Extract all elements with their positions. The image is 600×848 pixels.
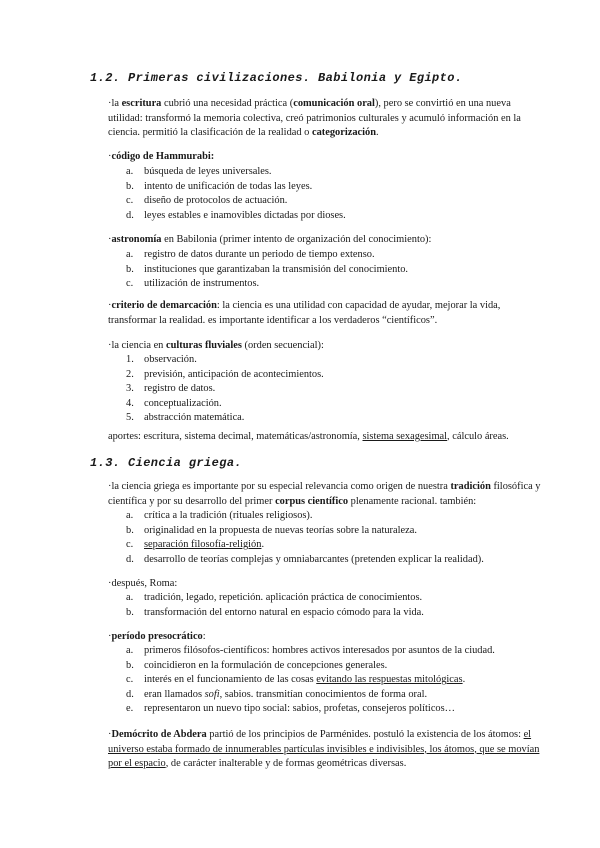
list-text: previsión, anticipación de acontecimientos. xyxy=(144,368,324,380)
list-item xyxy=(108,194,548,209)
text: , sabios. transmitían conocimientos de forma oral. xyxy=(219,688,428,700)
list-item xyxy=(108,248,548,263)
text: ·la xyxy=(108,98,122,109)
text: en Babilonia (primer intento de organización del conocimiento): xyxy=(161,234,432,245)
term-escritura: escritura xyxy=(121,98,162,109)
text: . xyxy=(376,127,379,139)
list-text: tradición, legado, repetición. aplicación práctica de conocimientos. xyxy=(144,592,423,603)
list-marker: a. xyxy=(126,510,134,521)
list-ciencia-griega xyxy=(108,509,548,567)
term-periodo-presocratico: período presocrático xyxy=(111,631,203,642)
list-text: observación. xyxy=(144,354,197,365)
list-marker: c. xyxy=(126,674,134,686)
list-text: abstracción matemática. xyxy=(144,412,245,424)
list-marker: b. xyxy=(126,524,134,536)
text: , cálculo áreas. xyxy=(447,431,509,442)
list-hammurabi xyxy=(108,165,548,223)
list-item xyxy=(108,673,548,688)
text: (orden secuencial): xyxy=(241,340,324,351)
text: cubrió una necesidad práctica ( xyxy=(161,98,294,109)
list-marker: 4. xyxy=(126,397,134,409)
list-marker: a. xyxy=(126,249,134,260)
list-text: desarrollo de teorías complejas y omniabarcantes (pretenden explicar la realidad). xyxy=(144,553,484,565)
list-marker: c. xyxy=(126,539,134,551)
text: interés en el funcionamiento de las cosas xyxy=(144,674,317,686)
text: eran llamados xyxy=(144,688,205,700)
text: . xyxy=(261,539,265,551)
list-marker: c. xyxy=(126,195,134,207)
list-marker: a. xyxy=(126,592,134,603)
paragraph-hammurabi xyxy=(108,150,548,165)
term-tradicion: tradición xyxy=(450,481,491,492)
text: · xyxy=(108,729,112,740)
text: ·la ciencia en xyxy=(108,340,166,351)
list-item xyxy=(108,397,548,412)
list-text: transformación del entorno natural en espacio cómodo para la vida. xyxy=(144,606,424,618)
text: · xyxy=(108,300,112,311)
term-criterio: criterio de demarcación xyxy=(111,300,217,311)
term-comunicacion-oral: comunicación oral xyxy=(293,98,375,109)
list-marker: a. xyxy=(126,645,134,656)
paragraph-presocratico xyxy=(108,630,548,645)
list-item xyxy=(108,606,548,621)
list-item xyxy=(108,659,548,674)
list-text: crítica a la tradición (rituales religiosos). xyxy=(144,510,313,521)
list-marker: d. xyxy=(126,688,134,700)
underlined-text: sistema sexagesimal xyxy=(362,431,448,442)
italic-term-sofi: sofi xyxy=(204,688,220,700)
section-heading-1-2: 1.2. Primeras civilizaciones. Babilonia y Egipto. xyxy=(90,71,463,85)
term-astronomia: astronomía xyxy=(111,234,162,245)
list-marker: e. xyxy=(126,703,134,715)
list-marker: d. xyxy=(126,553,134,565)
list-marker: 3. xyxy=(126,383,134,395)
term-categorizacion: categorización xyxy=(311,127,377,139)
list-marker: b. xyxy=(126,180,134,192)
list-item xyxy=(108,209,548,224)
list-item xyxy=(108,644,548,659)
text: · xyxy=(108,631,112,642)
paragraph-astronomia xyxy=(108,233,548,248)
underlined-text: el universo estaba formado de innumerables partículas invisibles e indivisibles, los átomos, que se movían por el espacio xyxy=(108,729,540,770)
list-item xyxy=(108,688,548,703)
list-roma xyxy=(108,591,548,620)
list-item xyxy=(108,165,548,180)
text: partió de los principios de Parménides. postuló la existencia de los átomos: xyxy=(206,729,524,740)
list-marker: b. xyxy=(126,659,134,671)
underlined-text: evitando las respuestas mitológicas xyxy=(316,674,463,686)
list-item xyxy=(108,591,548,606)
text: ), pero se convirtió en una nueva utilidad: transformó la memoria colectiva, creó patrimonios culturales y acumuló información en la ciencia. permitió la clasificación de la realidad o xyxy=(108,98,521,139)
paragraph-ciencia-griega xyxy=(108,480,548,509)
paragraph-aportes xyxy=(108,430,548,445)
list-marker: b. xyxy=(126,606,134,618)
list-item xyxy=(108,180,548,195)
paragraph-criterio xyxy=(108,299,548,328)
text: : la ciencia es una utilidad con capacidad de ayudar, mejorar la vida, transformar la realidad. es importante identificar a los verdaderos “científicos”. xyxy=(108,300,501,326)
list-text: coincidieron en la formulación de concepciones generales. xyxy=(144,659,388,671)
text: · xyxy=(108,151,112,162)
text: plenamente racional. también: xyxy=(348,495,477,507)
text: ·la ciencia griega es importante por su especial relevancia como origen de nuestra xyxy=(108,481,451,492)
list-text: instituciones que garantizaban la transmisión del conocimiento. xyxy=(144,263,409,275)
list-marker: 1. xyxy=(126,354,134,365)
paragraph-democrito xyxy=(108,728,548,772)
list-marker: b. xyxy=(126,263,134,275)
text: aportes: escritura, sistema decimal, matemáticas/astronomía, xyxy=(108,431,363,442)
list-presocratico xyxy=(108,644,548,717)
list-item xyxy=(108,382,548,397)
list-text: intento de unificación de todas las leyes. xyxy=(144,180,313,192)
text: : xyxy=(202,631,206,642)
paragraph-roma: ·después, Roma: xyxy=(108,578,178,589)
list-marker: c. xyxy=(126,278,134,290)
list-text: utilización de instrumentos. xyxy=(144,278,260,290)
paragraph-escritura xyxy=(108,97,548,141)
list-text: registro de datos. xyxy=(144,383,216,395)
list-item xyxy=(108,353,548,368)
term-hammurabi: código de Hammurabi: xyxy=(111,151,215,162)
list-text: representaron un nuevo tipo social: sabios, profetas, consejeros políticos… xyxy=(144,703,456,715)
list-astronomia xyxy=(108,248,548,292)
list-marker: a. xyxy=(126,166,134,177)
list-culturas xyxy=(108,353,548,426)
text: . xyxy=(462,674,466,686)
list-text: diseño de protocolos de actuación. xyxy=(144,195,288,207)
list-text: originalidad en la propuesta de nuevas teorías sobre la naturaleza. xyxy=(144,524,417,536)
term-corpus-cientifico: corpus científico xyxy=(275,495,349,507)
list-text: leyes estables e inamovibles dictadas por dioses. xyxy=(144,209,346,221)
list-text: búsqueda de leyes universales. xyxy=(144,166,272,177)
text: · xyxy=(108,234,112,245)
text: , de carácter inalterable y de formas geométricas diversas. xyxy=(165,758,407,770)
list-item xyxy=(108,702,548,717)
list-text: conceptualización. xyxy=(144,397,222,409)
list-marker: 5. xyxy=(126,412,134,424)
term-democrito: Demócrito de Abdera xyxy=(111,729,207,740)
list-item xyxy=(108,277,548,292)
text: filosófica y científica y por su desarrollo del primer xyxy=(108,481,541,507)
list-marker: 2. xyxy=(126,368,134,380)
list-text: registro de datos durante un periodo de tiempo extenso. xyxy=(144,249,375,260)
term-culturas-fluviales: culturas fluviales xyxy=(165,340,242,351)
paragraph-culturas xyxy=(108,339,548,354)
section-heading-1-3: 1.3. Ciencia griega. xyxy=(90,456,243,470)
list-item xyxy=(108,263,548,278)
list-marker: d. xyxy=(126,209,134,221)
list-item xyxy=(108,509,548,524)
list-text: primeros filósofos-científicos: hombres activos interesados por asuntos de la ciudad. xyxy=(144,645,495,656)
list-item xyxy=(108,553,548,568)
underlined-text: separación filosofía-religión xyxy=(144,539,262,551)
list-item xyxy=(108,524,548,539)
list-item xyxy=(108,411,548,426)
list-item xyxy=(108,538,548,553)
list-item xyxy=(108,368,548,383)
